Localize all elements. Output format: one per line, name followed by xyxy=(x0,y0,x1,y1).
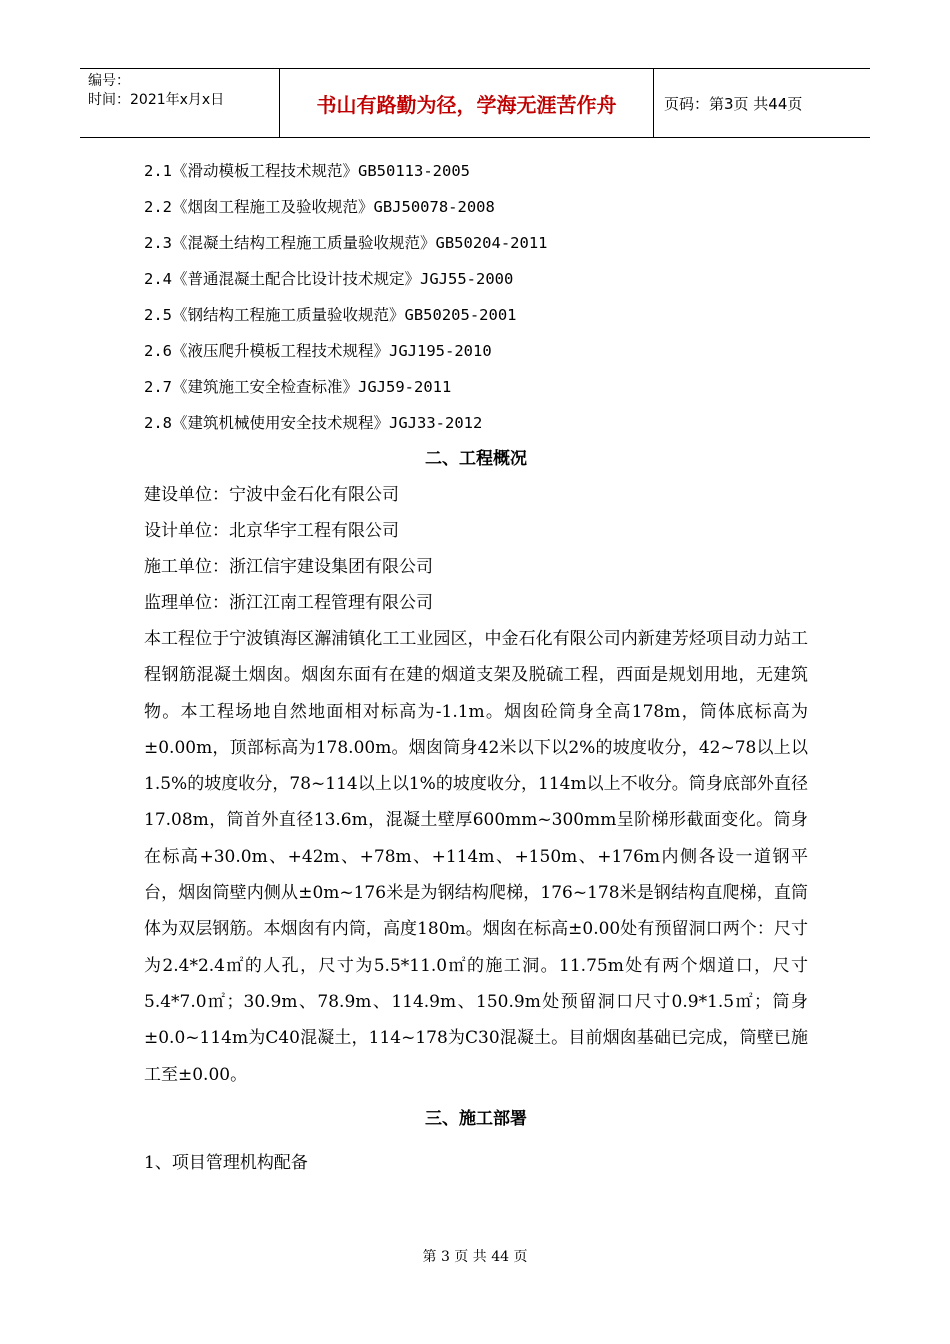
supervision-unit: 监理单位：浙江江南工程管理有限公司 xyxy=(144,593,433,613)
construction-unit: 建设单位：宁波中金石化有限公司 xyxy=(144,485,399,505)
contractor-unit: 施工单位：浙江信宇建设集团有限公司 xyxy=(144,557,433,577)
header-meta-cell xyxy=(80,69,280,137)
number-label: 编号： xyxy=(88,73,130,89)
reference-item: 2.4《普通混凝土配合比设计技术规定》JGJ55-2000 xyxy=(144,270,514,288)
project-overview-paragraph: 本工程位于宁波镇海区澥浦镇化工工业园区，中金石化有限公司内新建芳烃项目动力站工程钢筋混凝土烟囱。烟囱东面有在建的烟道支架及脱硫工程，西面是规划用地，无建筑物。本工程场地自然地面相对标高为-1.1m。烟囱砼筒身全高178m，筒体底标高为±0.00m，顶部标高为178.00m。烟囱筒身42米以下以2%的坡度收分，42~78以上以1.5%的坡度收分，78~114以上以1%的坡度收分，114m以上不收分。筒身底部外直径17.08m，筒首外直径13.6m，混凝土壁厚600mm~300mm呈阶梯形截面变化。筒身在标高+30.0m、+42m、+78m、+114m、+150m、+176m内侧各设一道钢平台，烟囱筒壁内侧从±0m~176米是为钢结构爬梯，176~178米是钢结构直爬梯，直筒体为双层钢筋。本烟囱有内筒，高度180m。烟囱在标高±0.00处有预留洞口两个：尺寸为2.4*2.4㎡的人孔，尺寸为5.5*11.0㎡的施工洞。11.75m处有两个烟道口，尺寸5.4*7.0㎡；30.9m、78.9m、114.9m、150.9m处预留洞口尺寸0.9*1.5㎡；筒身±0.0~114m为C40混凝土，114~178为C30混凝土。目前烟囱基础已完成，筒壁已施工至±0.00。 xyxy=(144,629,808,1085)
reference-item: 2.2《烟囱工程施工及验收规范》GBJ50078-2008 xyxy=(144,198,495,216)
time-label: 时间：2021年x月x日 xyxy=(88,92,225,108)
reference-item: 2.1《滑动模板工程技术规范》GB50113-2005 xyxy=(144,162,470,180)
section-heading-deployment: 三、施工部署 xyxy=(425,1108,527,1129)
header-motto: 书山有路勤为径，学海无涯苦作舟 xyxy=(280,69,654,137)
reference-item: 2.6《液压爬升模板工程技术规程》JGJ195-2010 xyxy=(144,342,492,360)
design-unit: 设计单位：北京华宇工程有限公司 xyxy=(144,521,399,541)
reference-item: 2.7《建筑施工安全检查标准》JGJ59-2011 xyxy=(144,378,452,396)
reference-item: 2.3《混凝土结构工程施工质量验收规范》GB50204-2011 xyxy=(144,234,548,252)
reference-list xyxy=(144,153,808,441)
document-body xyxy=(144,153,808,1181)
header-page-info: 页码：第3页 共44页 xyxy=(664,94,803,113)
subsection-item: 1、项目管理机构配备 xyxy=(144,1152,308,1173)
page-header xyxy=(80,68,870,138)
section-heading-overview: 二、工程概况 xyxy=(425,449,527,469)
reference-item: 2.5《钢结构工程施工质量验收规范》GB50205-2001 xyxy=(144,306,517,324)
page-footer: 第 3 页 共 44 页 xyxy=(422,1249,528,1265)
reference-item: 2.8《建筑机械使用安全技术规程》JGJ33-2012 xyxy=(144,414,483,432)
